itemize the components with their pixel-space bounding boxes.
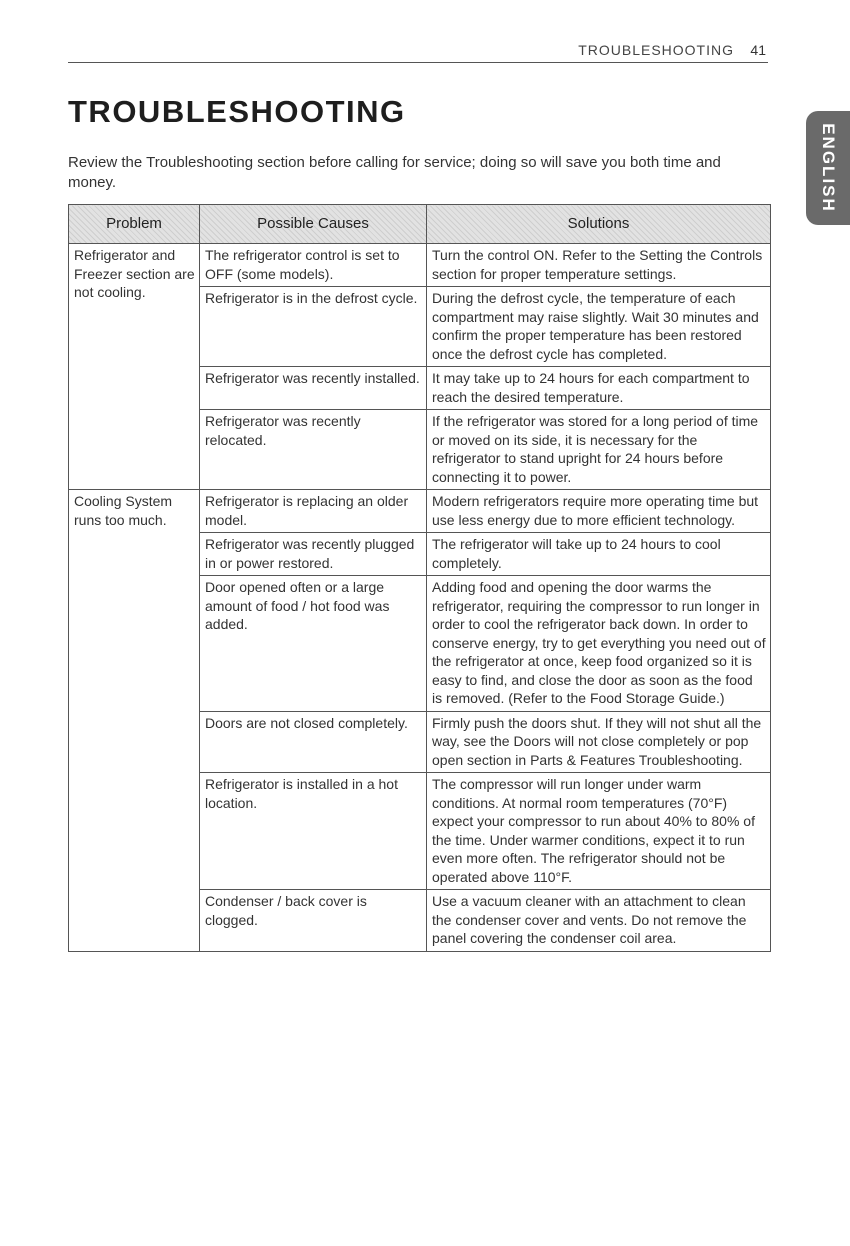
solution-cell: Firmly push the doors shut. If they will not shut all the way, see the Doors will not close completely or pop open section in Parts & Features Troubleshooting. — [427, 711, 771, 773]
solution-cell: Use a vacuum cleaner with an attachment to clean the condenser cover and vents. Do not remove the panel covering the condenser coil area. — [427, 890, 771, 952]
troubleshooting-table — [68, 204, 771, 952]
problem-cell: Refrigerator and Freezer section are not cooling. — [69, 244, 200, 490]
cause-cell: Refrigerator was recently installed. — [200, 367, 427, 410]
header-solutions: Solutions — [427, 205, 771, 244]
cause-cell: Refrigerator was recently plugged in or power restored. — [200, 533, 427, 576]
solution-cell: Turn the control ON. Refer to the Setting the Controls section for proper temperature settings. — [427, 244, 771, 287]
cause-cell: Doors are not closed completely. — [200, 711, 427, 773]
cause-cell: The refrigerator control is set to OFF (some models). — [200, 244, 427, 287]
solution-cell: Modern refrigerators require more operating time but use less energy due to more efficient technology. — [427, 490, 771, 533]
cause-cell: Refrigerator is installed in a hot location. — [200, 773, 427, 890]
solution-cell: Adding food and opening the door warms the refrigerator, requiring the compressor to run longer in order to cool the refrigerator back down. In order to conserve energy, try to get everything you need out of the refrigerator at once, keep food organized so it is easy to find, and close the door as soon as the food is removed. (Refer to the Food Storage Guide.) — [427, 576, 771, 712]
solution-cell: It may take up to 24 hours for each compartment to reach the desired temperature. — [427, 367, 771, 410]
page-number: 41 — [750, 42, 766, 58]
intro-text: Review the Troubleshooting section before calling for service; doing so will save you both time and money. — [68, 154, 721, 191]
solution-cell: If the refrigerator was stored for a long period of time or moved on its side, it is necessary for the refrigerator to stand upright for 24 hours before connecting it to power. — [427, 410, 771, 490]
header-possible-causes: Possible Causes — [200, 205, 427, 244]
cause-cell: Condenser / back cover is clogged. — [200, 890, 427, 952]
cause-cell: Refrigerator is in the defrost cycle. — [200, 287, 427, 367]
running-header-title: TROUBLESHOOTING — [578, 42, 734, 58]
cause-cell: Refrigerator is replacing an older model. — [200, 490, 427, 533]
solution-cell: During the defrost cycle, the temperature of each compartment may raise slightly. Wait 30 minutes and confirm the proper temperature has been restored once the defrost cycle has completed. — [427, 287, 771, 367]
problem-cell: Cooling System runs too much. — [69, 490, 200, 952]
solution-cell: The compressor will run longer under warm conditions. At normal room temperatures (70°F) expect your compressor to run about 40% to 80% of the time. Under warmer conditions, expect it to run even more often. The refrigerator should not be operated above 110°F. — [427, 773, 771, 890]
language-tab-label: ENGLISH — [819, 123, 838, 213]
language-side-tab — [806, 111, 850, 225]
running-header — [68, 40, 768, 63]
table-row — [69, 490, 771, 533]
solution-cell: The refrigerator will take up to 24 hours to cool completely. — [427, 533, 771, 576]
header-problem: Problem — [69, 205, 200, 244]
cause-cell: Door opened often or a large amount of food / hot food was added. — [200, 576, 427, 712]
page-title: TROUBLESHOOTING — [68, 94, 406, 129]
cause-cell: Refrigerator was recently relocated. — [200, 410, 427, 490]
table-row — [69, 244, 771, 287]
table-header-row — [69, 205, 771, 244]
